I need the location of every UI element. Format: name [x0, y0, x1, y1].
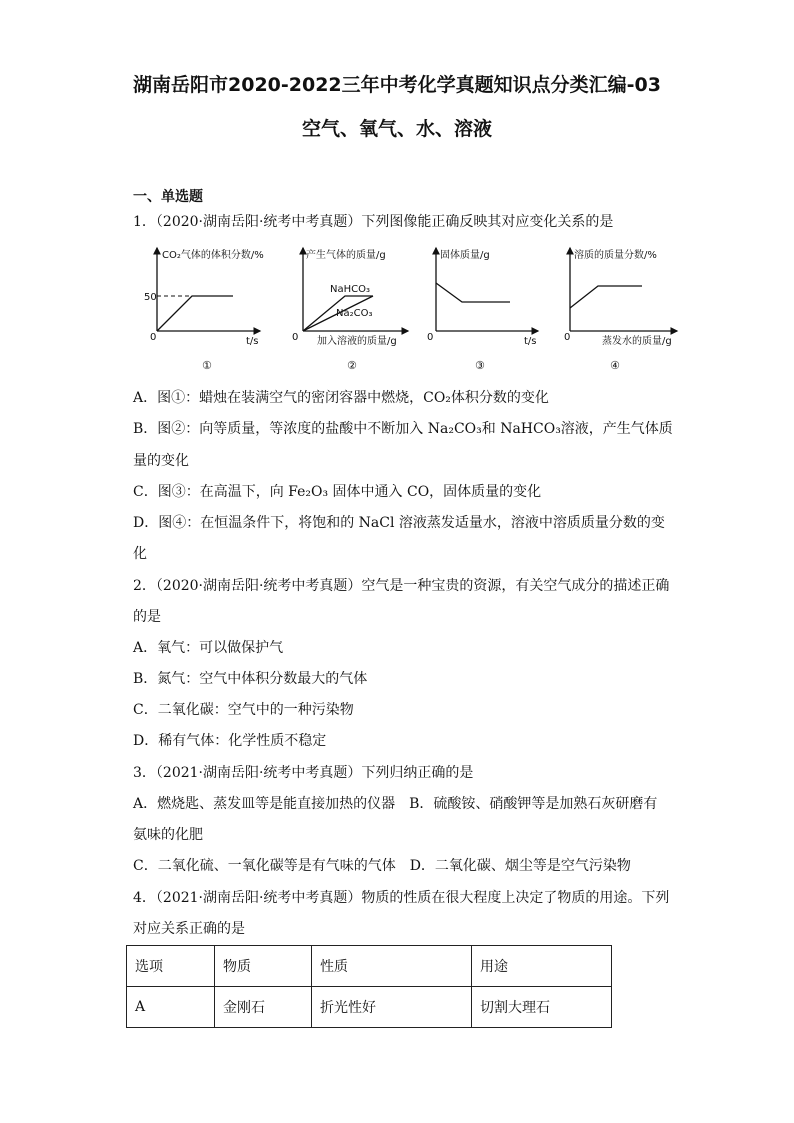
fig2-ylabel: 产生气体的质量/g: [306, 250, 386, 261]
table-header-cell: 选项: [127, 946, 215, 987]
q1-option-a: A．图①：蜡烛在装满空气的密闭容器中燃烧，CO₂体积分数的变化: [133, 390, 549, 406]
q2-option-a: A．氧气：可以做保护气: [133, 640, 284, 656]
fig4-ylabel: 溶质的质量分数/%: [574, 250, 657, 261]
question-3-stem: 3．（2021·湖南岳阳·统考中考真题）下列归纳正确的是: [133, 765, 474, 781]
fig1-curve: [157, 296, 233, 331]
figure-3: [427, 248, 538, 372]
question-4-stem-cont: 对应关系正确的是: [133, 921, 245, 937]
fig2-origin: 0: [292, 332, 299, 343]
fig2-xlabel: 加入溶液的质量/g: [317, 336, 397, 347]
q1-option-d: D．图④：在恒温条件下，将饱和的 NaCl 溶液蒸发适量水，溶液中溶质质量分数的变: [133, 515, 665, 531]
q1-option-b-cont: 量的变化: [133, 453, 189, 469]
q3-options-ab: A．燃烧匙、蒸发皿等是能直接加热的仪器 B．硫酸铵、硝酸钾等是加熟石灰研磨有: [133, 796, 658, 812]
question-2-stem-cont: 的是: [133, 609, 161, 625]
table-cell: A: [127, 987, 215, 1028]
table-header-row: [127, 946, 612, 987]
q2-option-b: B．氮气：空气中体积分数最大的气体: [133, 671, 368, 687]
q1-option-d-cont: 化: [133, 546, 147, 562]
table-row: [127, 987, 612, 1028]
q2-option-d: D．稀有气体：化学性质不稳定: [133, 733, 327, 749]
q4-table: [126, 945, 612, 1028]
table-header-cell: 物质: [215, 946, 312, 987]
q3-options-b-cont: 氨味的化肥: [133, 827, 203, 843]
fig1-caption: ①: [202, 359, 212, 372]
table-header-cell: 性质: [312, 946, 472, 987]
q1-option-c: C．图③：在高温下，向 Fe₂O₃ 固体中通入 CO，固体质量的变化: [133, 484, 542, 500]
figure-1: [144, 248, 264, 372]
fig4-curve: [570, 286, 642, 308]
fig2-label-na2co3: Na₂CO₃: [336, 308, 373, 319]
figure-4: [564, 248, 677, 372]
document-title-line-2: 空气、氧气、水、溶液: [301, 118, 492, 140]
fig3-curve: [436, 283, 510, 302]
fig2-label-nahco3: NaHCO₃: [330, 284, 370, 295]
table-cell: 金刚石: [215, 987, 312, 1028]
fig1-tick: 50: [144, 292, 157, 303]
figure-2: [292, 248, 408, 372]
figures-svg: [140, 238, 700, 378]
question-1-figures: [140, 238, 700, 378]
fig3-origin: 0: [427, 332, 434, 343]
table-header-cell: 用途: [472, 946, 612, 987]
q3-options-cd: C．二氧化硫、一氧化碳等是有气味的气体 D．二氧化碳、烟尘等是空气污染物: [133, 858, 631, 874]
fig4-xlabel: 蒸发水的质量/g: [602, 336, 672, 347]
fig3-caption: ③: [475, 359, 485, 372]
fig2-caption: ②: [347, 359, 357, 372]
question-4-stem: 4．（2021·湖南岳阳·统考中考真题）物质的性质在很大程度上决定了物质的用途。下列: [133, 890, 670, 906]
fig4-origin: 0: [564, 332, 571, 343]
fig1-xlabel: t/s: [246, 336, 259, 347]
table-cell: 折光性好: [312, 987, 472, 1028]
fig1-origin: 0: [150, 332, 157, 343]
fig3-xlabel: t/s: [524, 336, 537, 347]
fig4-caption: ④: [610, 359, 620, 372]
fig1-ylabel: CO₂气体的体积分数/%: [162, 250, 264, 261]
question-1-stem: 1．（2020·湖南岳阳·统考中考真题）下列图像能正确反映其对应变化关系的是: [133, 214, 614, 230]
document-title-line-1: 湖南岳阳市2020-2022三年中考化学真题知识点分类汇编-03: [133, 74, 661, 96]
question-2-stem: 2．（2020·湖南岳阳·统考中考真题）空气是一种宝贵的资源，有关空气成分的描述正确: [133, 578, 670, 594]
q2-option-c: C．二氧化碳：空气中的一种污染物: [133, 702, 354, 718]
table-cell: 切割大理石: [472, 987, 612, 1028]
fig3-ylabel: 固体质量/g: [440, 250, 490, 261]
section-heading: 一、单选题: [133, 189, 203, 205]
q1-option-b: B．图②：向等质量，等浓度的盐酸中不断加入 Na₂CO₃和 NaHCO₃溶液，产生气体质: [133, 421, 673, 437]
